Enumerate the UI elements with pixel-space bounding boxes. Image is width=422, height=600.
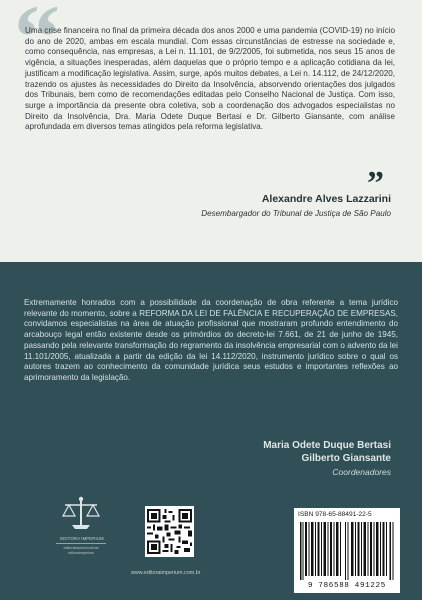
publisher-logo: [57, 496, 105, 536]
testimonial-author-name: Alexandre Alves Lazzarini: [261, 193, 391, 205]
barcode-digits: 9 786588 491225: [307, 582, 386, 590]
publisher-social: [50, 546, 112, 555]
publisher-social-2: editoraimperium: [68, 550, 94, 555]
coordinator-name-2: Gilberto Giansante: [301, 453, 391, 464]
open-quote-icon: “: [14, 0, 54, 88]
coordinators-label: Coordenadores: [332, 467, 391, 477]
publisher-divider: [56, 543, 106, 544]
presentation-paragraph: Extremamente honrados com a possibilidade da coordenação de obra referente a tema jurídico relevante do momento, sobre a REFORMA DA LEI DE FALÊNCIA E RECUPERAÇÃO DE EMPRESAS, convidamos especialistas na área de atuação profissional que mostraram profundo entendimento do arcabouço legal então existente desde os primórdios do decreto-lei 7.661, de 21 de junho de 1945, passando pela relevante transformação do regramento da insolvência empresarial com o advento da lei 11.101/2005, atualizada a partir da edição da lei 14.112/2020, instrumento jurídico sobre o qual os autores trazem ao conhecimento da comunidade jurídica seus estudos e importantes reflexões ao aprimoramento da legislação.: [24, 298, 398, 382]
qr-code: [145, 506, 194, 557]
testimonial-paragraph: Uma crise financeira no final da primeira década dos anos 2000 e uma pandemia (COVID-19) no início do ano de 2020, ambas em escala mundial. Com essas circunstâncias de estresse na sociedade e, como consequência, nas empresas, a Lei n. 11.101, de 9/2/2005, foi submetida, nos seus 15 anos de vigência, a situações inesperadas, além daquelas que o próprio tempo e a aplicação cotidiana da lei, justificam a modificação legislativa. Assim, surge, após muitos debates, a Lei n. 14.112, de 24/12/2020, trazendo os ajustes às necessidades do Direito da Insolvência, absorvendo orientações dos julgados dos Tribunais, bem como de recomendações editadas pelo Conselho Nacional de Justiça. Com isso, surge a importância da presente obra coletiva, sob a coordenação dos advogados especialistas no Direito da Insolvência, Dra. Maria Odete Duque Bertasi e Dr. Gilberto Giansante, com análise aprofundada em diversos temas atingidos pela reforma legislativa.: [25, 26, 395, 132]
testimonial-author-title: Desembargador do Tribunal de Justiça de São Paulo: [201, 209, 391, 218]
publisher-social-1: editoraimperiumoficial: [63, 546, 99, 550]
coordinator-name-1: Maria Odete Duque Bertasi: [263, 440, 391, 451]
close-quote-icon: ”: [367, 165, 384, 202]
publisher-website: www.editoraimperium.com.br: [131, 570, 201, 576]
isbn-label: ISBN 978-65-88491-22-5: [298, 511, 372, 518]
isbn-barcode-box: [294, 508, 400, 593]
publisher-name: EDITORA IMPERIUM: [60, 536, 104, 541]
barcode: [300, 522, 394, 580]
